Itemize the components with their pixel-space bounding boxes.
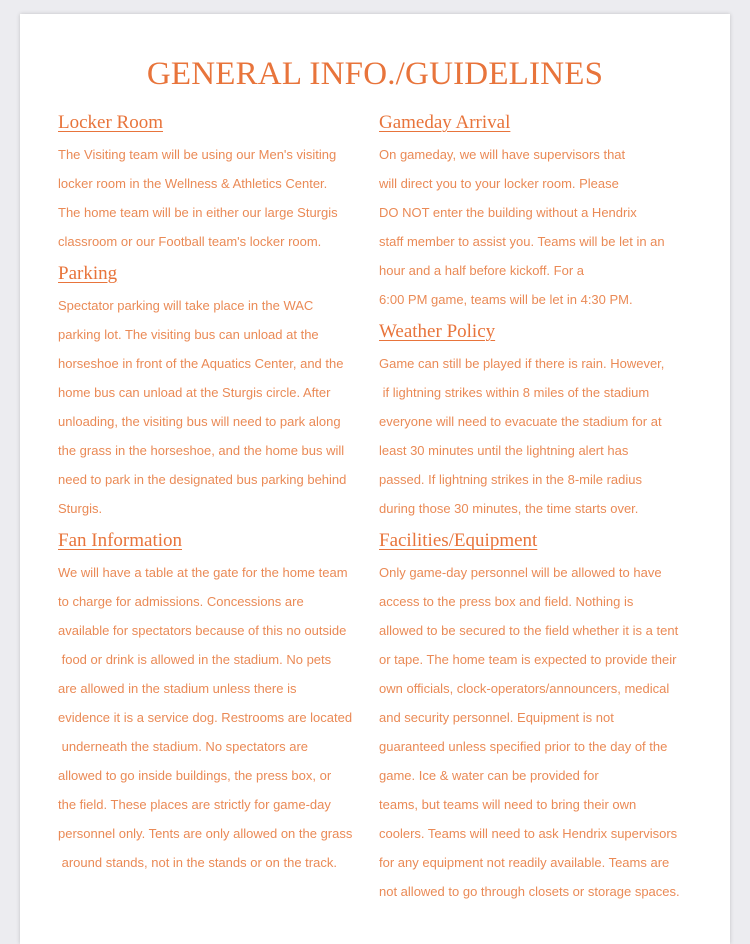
body-text-line: home bus can unload at the Sturgis circle. After: [58, 384, 331, 400]
body-text-line: are allowed in the stadium unless there is: [58, 680, 297, 696]
body-text-line: We will have a table at the gate for the home team: [58, 564, 348, 580]
body-text-line: guaranteed unless specified prior to the day of the: [379, 738, 668, 754]
body-text-line: staff member to assist you. Teams will be let in an: [379, 233, 665, 249]
body-text-line: allowed to go inside buildings, the press box, or: [58, 767, 332, 783]
body-text-line: if lightning strikes within 8 miles of the stadium: [379, 384, 650, 400]
body-text-line: underneath the stadium. No spectators are: [58, 738, 309, 754]
section-heading: Weather Policy: [379, 320, 496, 342]
body-text-line: locker room in the Wellness & Athletics Center.: [58, 175, 328, 191]
body-text-line: to charge for admissions. Concessions are: [58, 593, 304, 609]
left-column: [58, 105, 368, 877]
body-text-line: or tape. The home team is expected to provide their: [379, 651, 677, 667]
body-text-line: and security personnel. Equipment is not: [379, 709, 614, 725]
body-text-line: The Visiting team will be using our Men's visiting: [58, 146, 337, 162]
body-text-line: classroom or our Football team's locker room.: [58, 233, 322, 249]
section-gameday-arrival: [379, 105, 709, 314]
body-text-line: need to park in the designated bus parking behind: [58, 471, 347, 487]
body-text-line: allowed to be secured to the field whether it is a tent: [379, 622, 679, 638]
section-heading: Parking: [58, 262, 118, 284]
section-heading: Fan Information: [58, 529, 183, 551]
section-heading: Locker Room: [58, 111, 164, 133]
body-text-line: Game can still be played if there is rain. However,: [379, 355, 665, 371]
body-text-line: passed. If lightning strikes in the 8-mile radius: [379, 471, 643, 487]
body-text-line: around stands, not in the stands or on the track.: [58, 854, 337, 870]
body-text-line: the grass in the horseshoe, and the home bus will: [58, 442, 345, 458]
section-parking: [58, 256, 368, 523]
body-text-line: will direct you to your locker room. Please: [379, 175, 619, 191]
section-fan-information: [58, 523, 368, 877]
document-page: [20, 14, 730, 944]
body-text-line: available for spectators because of this no outside: [58, 622, 347, 638]
body-text-line: game. Ice & water can be provided for: [379, 767, 599, 783]
body-text-line: least 30 minutes until the lightning alert has: [379, 442, 629, 458]
section-facilities-equipment: [379, 523, 709, 906]
page-title: GENERAL INFO./GUIDELINES: [146, 56, 604, 92]
body-text-line: everyone will need to evacuate the stadium for at: [379, 413, 662, 429]
body-text-line: not allowed to go through closets or storage spaces.: [379, 883, 680, 899]
body-text-line: hour and a half before kickoff. For a: [379, 262, 584, 278]
body-text-line: food or drink is allowed in the stadium. No pets: [58, 651, 332, 667]
section-heading: Facilities/Equipment: [379, 529, 538, 551]
body-text-line: Spectator parking will take place in the WAC: [58, 297, 314, 313]
body-text-line: Sturgis.: [58, 500, 103, 516]
body-text-line: access to the press box and field. Nothing is: [379, 593, 634, 609]
body-text-line: coolers. Teams will need to ask Hendrix supervisors: [379, 825, 678, 841]
section-weather-policy: [379, 314, 709, 523]
body-text-line: parking lot. The visiting bus can unload at the: [58, 326, 319, 342]
right-column: [379, 105, 709, 906]
body-text-line: The home team will be in either our large Sturgis: [58, 204, 338, 220]
body-text-line: personnel only. Tents are only allowed on the grass: [58, 825, 353, 841]
body-text-line: 6:00 PM game, teams will be let in 4:30 PM.: [379, 291, 633, 307]
body-text-line: horseshoe in front of the Aquatics Center, and the: [58, 355, 344, 371]
body-text-line: the field. These places are strictly for game-day: [58, 796, 331, 812]
body-text-line: On gameday, we will have supervisors that: [379, 146, 626, 162]
body-text-line: own officials, clock-operators/announcers, medical: [379, 680, 670, 696]
section-heading: Gameday Arrival: [379, 111, 511, 133]
body-text-line: DO NOT enter the building without a Hendrix: [379, 204, 637, 220]
body-text-line: teams, but teams will need to bring their own: [379, 796, 637, 812]
body-text-line: for any equipment not readily available. Teams are: [379, 854, 670, 870]
body-text-line: Only game-day personnel will be allowed to have: [379, 564, 662, 580]
body-text-line: evidence it is a service dog. Restrooms are located: [58, 709, 353, 725]
body-text-line: unloading, the visiting bus will need to park along: [58, 413, 341, 429]
section-locker-room: [58, 105, 368, 256]
body-text-line: during those 30 minutes, the time starts over.: [379, 500, 639, 516]
